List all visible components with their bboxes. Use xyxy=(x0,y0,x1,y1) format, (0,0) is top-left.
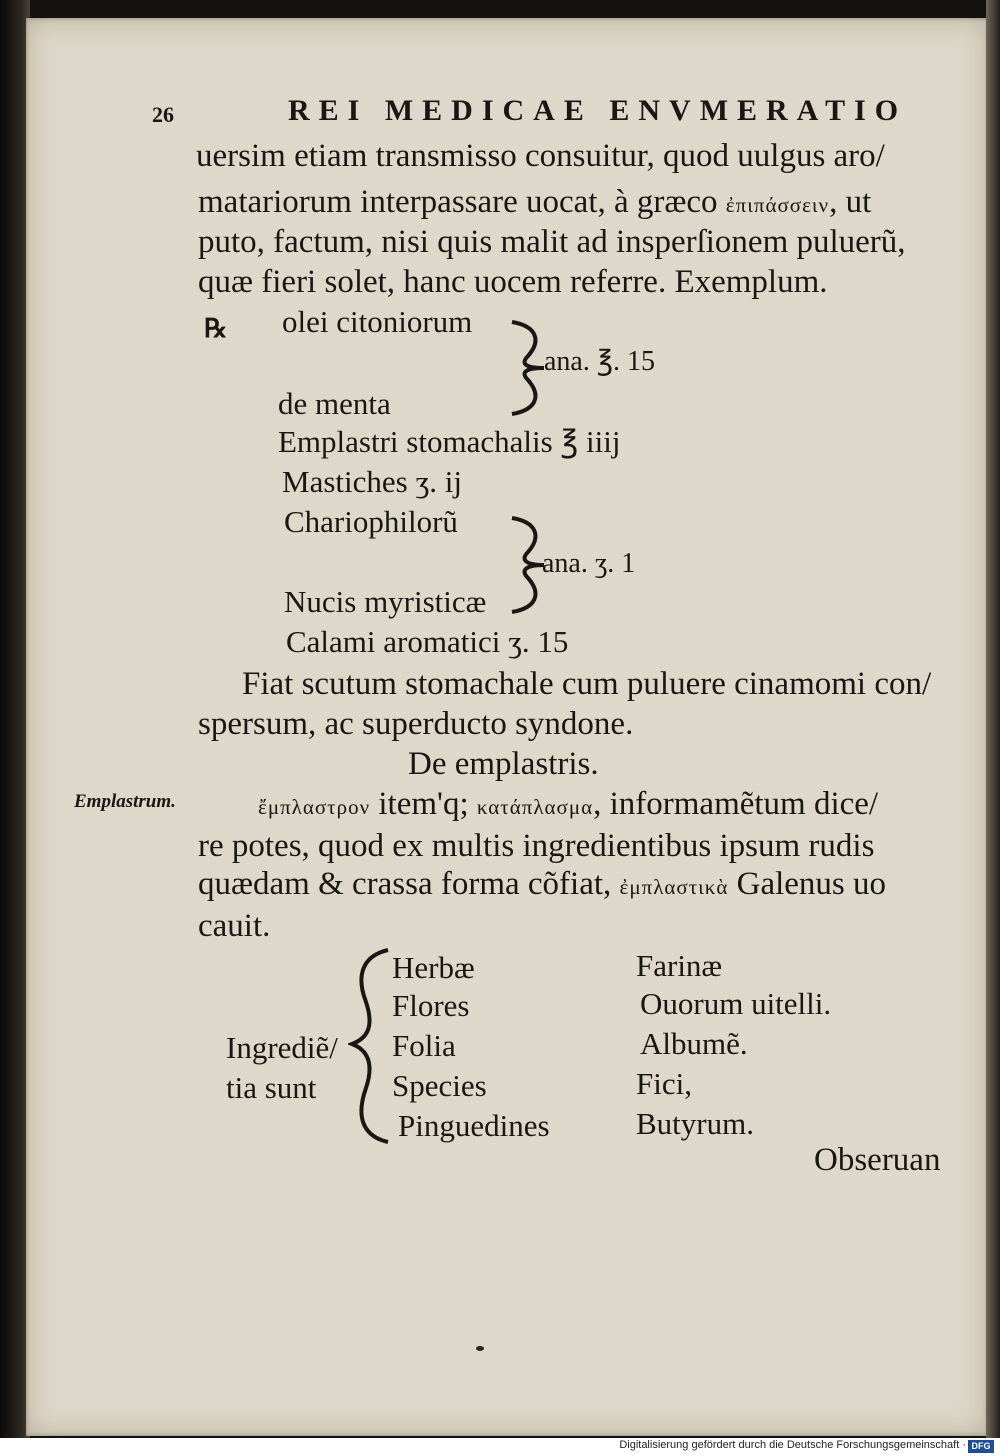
section-line-3-start: quædam & crassa forma cõfiat, xyxy=(198,866,612,902)
section-title: De emplastris. xyxy=(408,746,599,782)
margin-note: Emplastrum. xyxy=(74,791,176,812)
ingredient-right-albume: Albumẽ. xyxy=(640,1026,748,1061)
ingredient-right-fici: Fici, xyxy=(636,1066,692,1101)
recipe-item-nucis-myristicae: Nucis myristicæ xyxy=(284,584,487,619)
recipe-ana-1: ana. ℥. 15 xyxy=(544,346,656,377)
section-line-1-end: , informamẽtum dice/ xyxy=(593,786,879,822)
catchword: Obseruan xyxy=(814,1142,941,1178)
ingredient-left-flores: Flores xyxy=(392,988,470,1023)
recipe-item-olei-citoniorum: olei citoniorum xyxy=(282,304,473,339)
text-line-4: quæ fieri solet, hanc uocem referre. Exemplum. xyxy=(198,264,828,300)
brace-ingredients xyxy=(348,946,392,1146)
recipe-item-emplastri: Emplastri stomachalis ℥ iiij xyxy=(278,424,621,459)
ingredient-left-pinguedines: Pinguedines xyxy=(398,1108,550,1143)
greek-word-emplastron: ἔμπλαστρον xyxy=(258,795,371,819)
section-line-2: re potes, quod ex multis ingredientibus ipsum rudis xyxy=(198,828,875,864)
text2-line-2: spersum, ac superducto syndone. xyxy=(198,706,634,742)
recipe-item-de-menta: de menta xyxy=(278,386,391,421)
ingredient-right-butyrum: Butyrum. xyxy=(636,1106,754,1141)
section-line-4: cauit. xyxy=(198,908,271,944)
ingredient-right-farinae: Farinæ xyxy=(636,948,723,983)
footer-credit: Digitalisierung gefördert durch die Deutsche Forschungsgemeinschaft · xyxy=(619,1439,966,1451)
text2-line-1: Fiat scutum stomachale cum puluere cinamomi con/ xyxy=(242,666,932,702)
greek-word-epipassein: ἐπιπάσσειν xyxy=(725,193,830,217)
ingredient-left-folia: Folia xyxy=(392,1028,456,1063)
section-line-1 xyxy=(258,788,878,821)
ingredient-right-ouorum: Ouorum uitelli. xyxy=(640,986,832,1021)
ingredient-left-herbae: Herbæ xyxy=(392,950,475,985)
recipe-item-mastiches: Mastiches ʒ. ij xyxy=(282,464,462,499)
page-number: 26 xyxy=(152,102,174,127)
ingredients-label-1: Ingrediẽ/ xyxy=(226,1030,338,1065)
text-line-2-start: matariorum interpassare uocat, à græco xyxy=(198,184,718,220)
ingredients-label-2: tia sunt xyxy=(226,1070,317,1105)
page-edge-shadow xyxy=(986,0,1000,1440)
text-line-3: puto, factum, nisi quis malit ad insperſionem puluerũ, xyxy=(198,224,906,260)
section-line-1-mid: item'q; xyxy=(370,786,469,822)
greek-word-kataplasma: κατάπλασμα xyxy=(476,795,594,819)
text-line-1: uersim etiam transmisso consuitur, quod uulgus aro/ xyxy=(196,138,885,174)
ink-mark xyxy=(476,1346,484,1351)
recipe-ana-2: ana. ʒ. 1 xyxy=(542,548,636,579)
recipe-item-chariophilorum: Chariophilorũ xyxy=(284,504,458,539)
dfg-logo: DFG xyxy=(968,1440,994,1453)
text-line-2-end: , ut xyxy=(829,184,872,220)
section-line-3 xyxy=(198,868,886,901)
ingredient-left-species: Species xyxy=(392,1068,487,1103)
recipe-item-calami: Calami aromatici ʒ. 15 xyxy=(286,624,569,659)
greek-word-emplastika: ἐμπλαστικὰ xyxy=(619,875,729,899)
running-head: REI MEDICAE ENVMERATIO xyxy=(288,94,908,127)
section-line-3-end: Galenus uo xyxy=(728,866,887,902)
text-line-2 xyxy=(198,186,871,219)
recipe-symbol: ℞ xyxy=(204,314,228,343)
